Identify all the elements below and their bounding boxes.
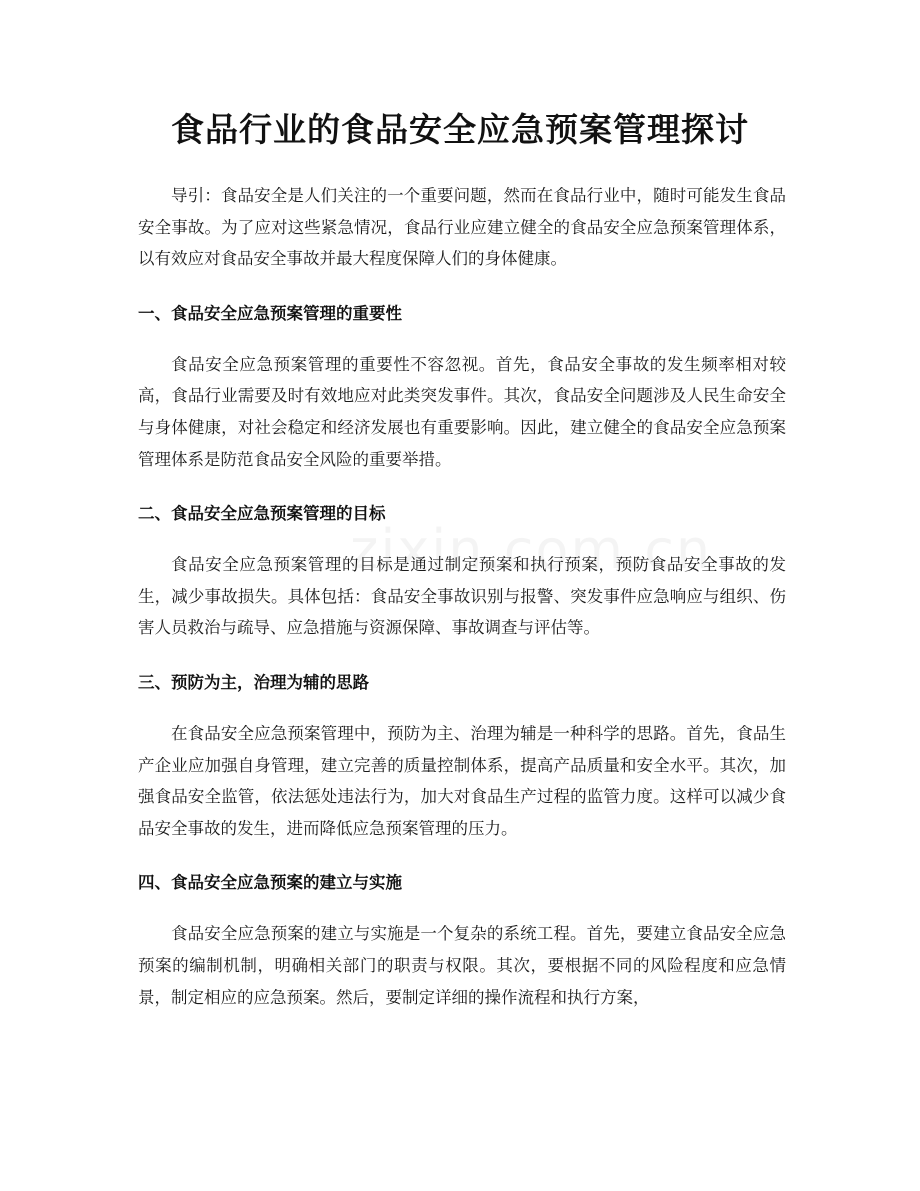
document-body	[138, 180, 786, 1013]
section-paragraph-2: 食品安全应急预案管理的目标是通过制定预案和执行预案，预防食品安全事故的发生，减少事故损失。具体包括：食品安全事故识别与报警、突发事件应急响应与组织、伤害人员救治与疏导、应急措施与资源保障、事故调查与评估等。	[138, 555, 786, 638]
section-paragraph-1: 食品安全应急预案管理的重要性不容忽视。首先，食品安全事故的发生频率相对较高，食品行业需要及时有效地应对此类突发事件。其次，食品安全问题涉及人民生命安全与身体健康，对社会稳定和经济发展也有重要影响。因此，建立健全的食品安全应急预案管理体系是防范食品安全风险的重要举措。	[138, 354, 786, 469]
section-heading-3: 三、预防为主，治理为辅的思路	[138, 672, 369, 692]
document-title: 食品行业的食品安全应急预案管理探讨	[171, 110, 749, 149]
section-heading-1: 一、食品安全应急预案管理的重要性	[138, 303, 402, 323]
section-paragraph-4: 食品安全应急预案的建立与实施是一个复杂的系统工程。首先，要建立食品安全应急预案的编制机制，明确相关部门的职责与权限。其次，要根据不同的风险程度和应急情景，制定相应的应急预案。然后，要制定详细的操作流程和执行方案，	[138, 924, 786, 1007]
section-heading-4: 四、食品安全应急预案的建立与实施	[138, 873, 402, 893]
section-paragraph-3: 在食品安全应急预案管理中，预防为主、治理为辅是一种科学的思路。首先，食品生产企业应加强自身管理，建立完善的质量控制体系，提高产品质量和安全水平。其次，加强食品安全监管，依法惩处违法行为，加大对食品生产过程的监管力度。这样可以减少食品安全事故的发生，进而降低应急预案管理的压力。	[138, 723, 786, 838]
section-heading-2: 二、食品安全应急预案管理的目标	[138, 504, 386, 524]
intro-paragraph: 导引：食品安全是人们关注的一个重要问题，然而在食品行业中，随时可能发生食品安全事故。为了应对这些紧急情况，食品行业应建立健全的食品安全应急预案管理体系，以有效应对食品安全事故并最大程度保障人们的身体健康。	[138, 186, 786, 269]
